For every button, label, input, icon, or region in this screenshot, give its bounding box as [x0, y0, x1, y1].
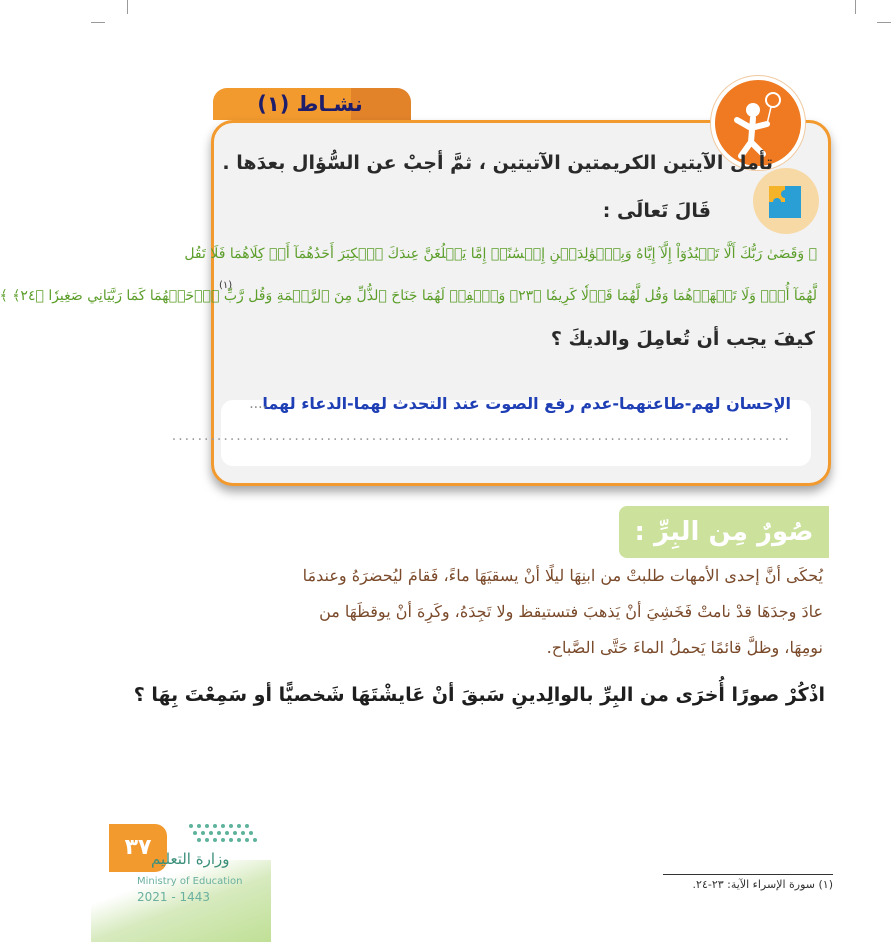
puzzle-icon: [753, 168, 819, 234]
answer-dots-short: ....: [249, 396, 267, 412]
answer-line-dots: ................................................................................................: [171, 428, 791, 444]
ministry-name-en: Ministry of Education: [137, 876, 243, 887]
verse-intro: قَالَ تَعالَى :: [602, 200, 711, 222]
section-title: صُورٌ مِن البِرِّ :: [634, 517, 814, 547]
footnote-divider: [663, 874, 833, 875]
quran-verse-line-2: لَّهُمَآ أُفّٖ وَلَا تَنۡهَرۡهُمَا وَقُل لَّهُمَا قَوۡلٗا كَرِيمٗا ﴿٢٣﴾ وَٱخۡفِضۡ لَهُمَا جَنَاحَ ٱلذُّلِّ مِنَ ٱلرَّحۡمَةِ وَقُل رَّبِّ ٱرۡحَمۡهُمَا كَمَا رَبَّيَانِي صَغِيرٗا ﴿٢٤﴾ ﴾: [0, 288, 817, 304]
page-number: ٣٧: [109, 824, 167, 872]
story-line-1: يُحكَى أنَّ إحدى الأمهات طلبتْ من ابنِهَا ليلًا أنْ يسقيَهَا ماءً، فَقامَ ليُحضرَهُ وعندمَا: [302, 566, 823, 585]
story-line-3: نومِهَا، وظلَّ قائمًا يَحملُ الماءَ حَتَّى الصَّباح.: [546, 638, 823, 657]
crop-mark: [877, 22, 891, 23]
footnote: (١) سورة الإسراء الآية: ٢٣-٢٤.: [692, 878, 833, 891]
crop-mark: [127, 0, 128, 14]
story-line-2: عادَ وجدَهَا قدْ نامتْ فَخَشِيَ أنْ يَذهبَ فتستيقظ ولا تَجِدَهُ، وكَرِهَ أنْ يوقظَهَا من: [319, 602, 823, 621]
ministry-name-ar: وزارة التعليم: [151, 850, 230, 868]
crop-mark: [91, 22, 105, 23]
footnote-marker: (١): [219, 280, 233, 291]
activity-instruction: تأمل الآيتين الكريمتين الآتيتين ، ثمَّ أجبْ عن السُّؤال بعدَها .: [222, 152, 773, 174]
answer-text[interactable]: الإحسان لهم-طاعتهما-عدم رفع الصوت عند التحدث لهما-الدعاء لهما: [262, 394, 791, 413]
quran-verse-line-1: ﴿ وَقَضَىٰ رَبُّكَ أَلَّا تَعۡبُدُوٓاْ إِلَّآ إِيَّاهُ وَبِٱلۡوَٰلِدَيۡنِ إِحۡسَٰنًاۚ إِمَّا يَبۡلُغَنَّ عِندَكَ ٱلۡكِبَرَ أَحَدُهُمَآ أَوۡ كِلَاهُمَا فَلَا تَقُل: [184, 246, 817, 262]
activity-title: نشـاط (١): [257, 92, 363, 116]
academic-year: 2021 - 1443: [137, 890, 211, 904]
section-question: اذْكُرْ صورًا أُخرَى من البِرِّ بالوالِدينِ سَبقَ أنْ عَايشْتَهَا شَخصيًّا أو سَمِعْتَ بِهَا ؟: [133, 684, 825, 706]
activity-question: كيفَ يجب أن تُعامِلَ والديكَ ؟: [550, 328, 815, 350]
crop-mark: [855, 0, 856, 14]
ministry-logo-icon: [187, 822, 271, 844]
